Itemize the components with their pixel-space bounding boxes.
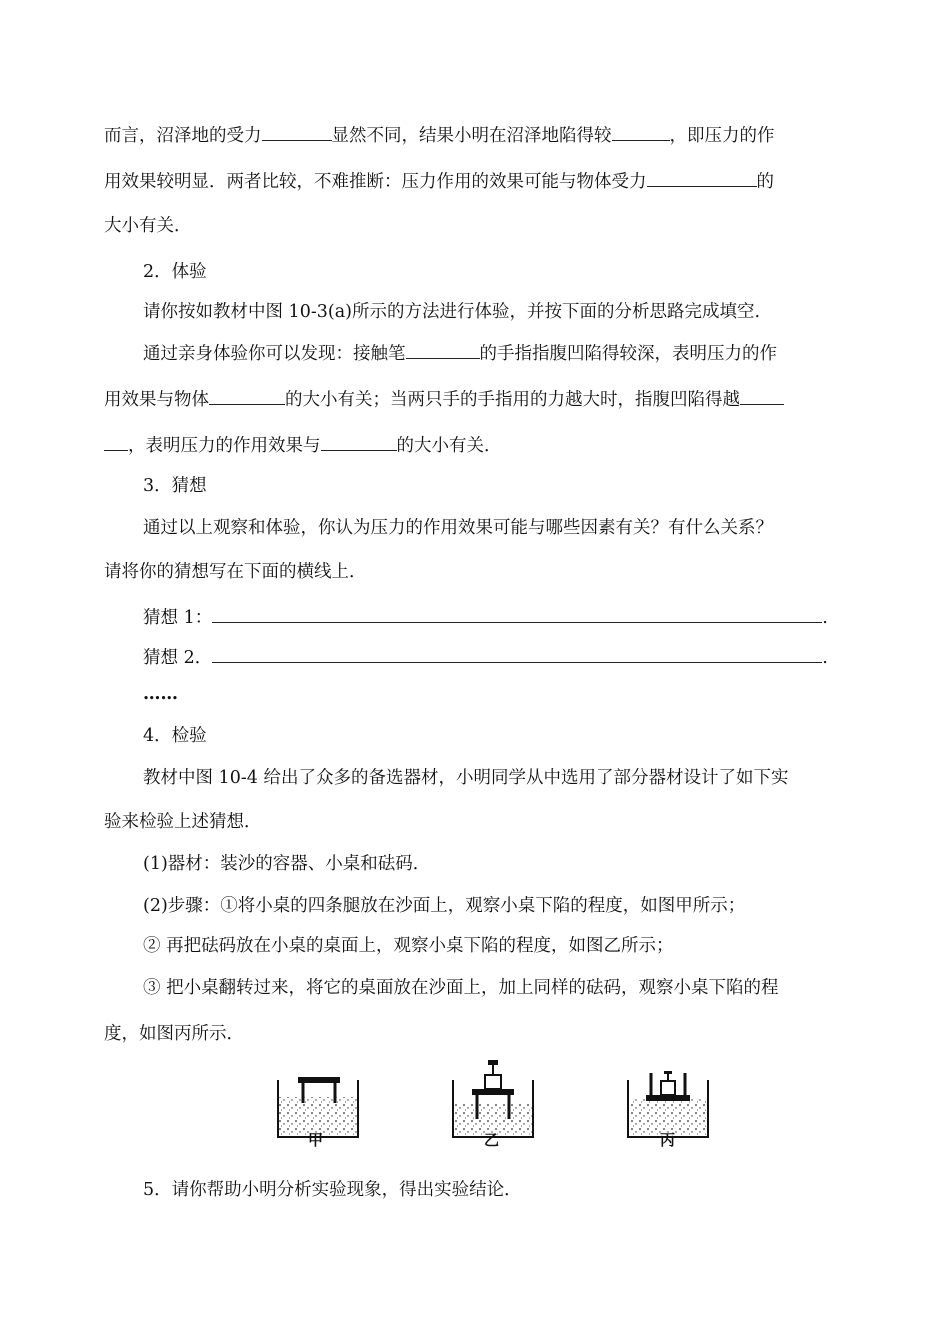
fill-blank[interactable] [104,432,128,451]
fill-blank[interactable] [209,386,285,405]
fill-blank[interactable] [262,122,332,141]
paragraph1-line1: 而言，沼泽地的受力 显然不同，结果小明在沼泽地陷得较 ，即压力的作 [104,122,775,148]
section3-heading: 3．猜想 [143,476,207,496]
setup-yi [453,1060,533,1137]
fill-blank[interactable] [321,432,397,451]
ellipsis: …… [143,684,178,704]
guess2-blank[interactable] [212,644,822,663]
section4-line2: 验来检验上述猜想． [104,812,262,832]
setup-jia [278,1077,358,1137]
step1: (2)步骤：①将小桌的四条腿放在沙面上，观察小桌下陷的程度，如图甲所示； [143,896,746,916]
step3a: ③ 把小桌翻转过来，将它的桌面放在沙面上，加上同样的砝码，观察小桌下陷的程 [143,978,779,998]
caption-jia: 甲 [308,1131,324,1149]
section2-line3: ，表明压力的作用效果与 的大小有关． [104,432,502,458]
section3-line2: 请将你的猜想写在下面的横线上． [104,562,367,582]
caption-yi: 乙 [484,1131,500,1149]
guess1-blank[interactable] [212,604,822,623]
guess2-line: 猜想 2． . [143,644,828,670]
step3b: 度，如图丙所示． [104,1024,244,1044]
paragraph1-line2: 用效果较明显．两者比较，不难推断：压力作用的效果可能与物体受力 的 [104,168,774,194]
step2: ② 再把砝码放在小桌的桌面上，观察小桌下陷的程度，如图乙所示； [143,936,674,956]
section2-line1: 通过亲身体验你可以发现：接触笔 的手指指腹凹陷得较深，表明压力的作 [143,340,777,366]
section5-heading: 5．请你帮助小明分析实验现象，得出实验结论． [143,1180,522,1200]
materials: (1)器材：装沙的容器、小桌和砝码． [143,854,431,874]
section4-line1: 教材中图 10-4 给出了众多的备选器材，小明同学从中选用了部分器材设计了如下实 [143,768,789,788]
experiment-figure [270,1055,720,1155]
paragraph1-line3: 大小有关． [104,216,192,236]
section4-heading: 4．检验 [143,726,207,746]
section2-line2: 用效果与物体 的大小有关；当两只手的手指用的力越大时，指腹凹陷得越 [104,386,784,412]
setup-bing [628,1071,708,1137]
guess1-line: 猜想 1： . [143,604,828,630]
fill-blank[interactable] [740,386,784,405]
fill-blank[interactable] [647,168,757,187]
section3-line1: 通过以上观察和体验，你认为压力的作用效果可能与哪些因素有关？有什么关系？ [143,518,773,538]
fill-blank[interactable] [612,122,670,141]
section2-intro: 请你按如教材中图 10-3(a)所示的方法进行体验，并按下面的分析思路完成填空. [143,302,761,322]
caption-bing: 丙 [660,1131,676,1149]
fill-blank[interactable] [406,340,480,359]
section2-heading: 2．体验 [143,262,207,282]
